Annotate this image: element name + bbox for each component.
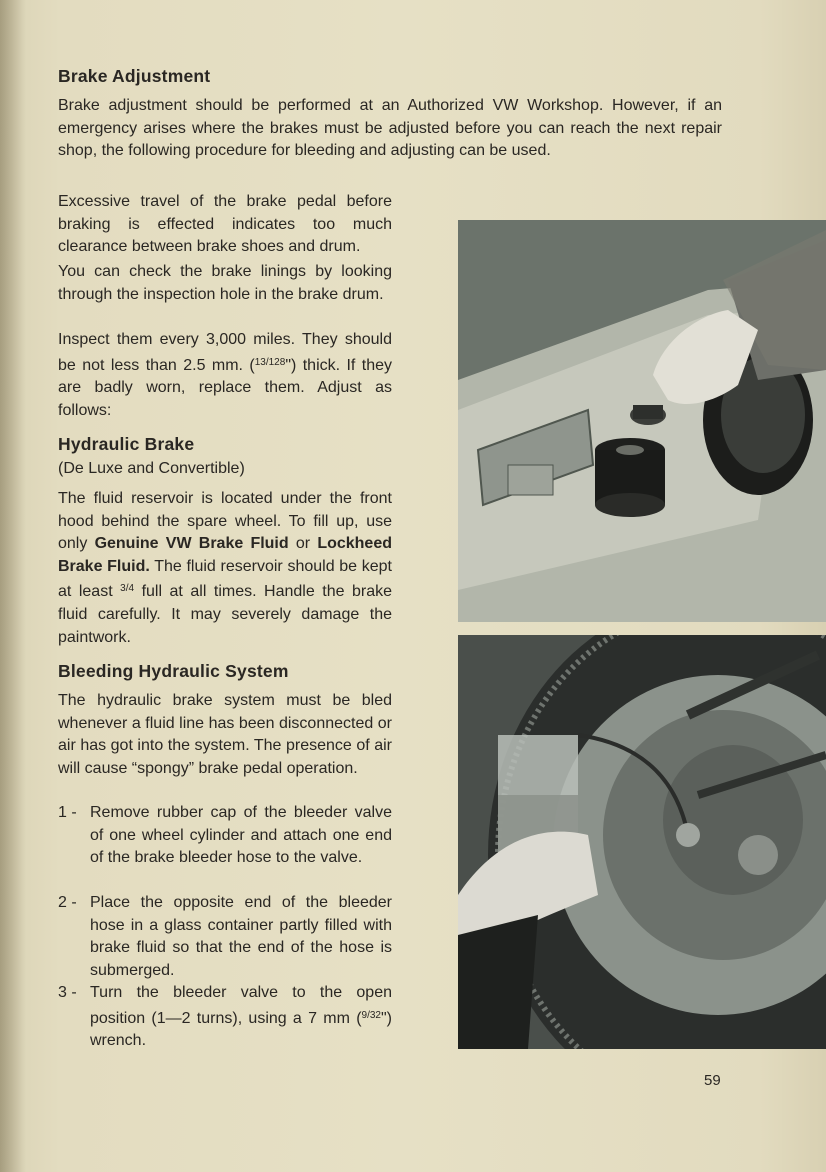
brake-adjustment-heading: Brake Adjustment: [58, 66, 211, 86]
fluid-reservoir-paragraph: The fluid reservoir is located under the front hood behind the spare wheel. To fill up, use only Genuine VW Brake Fluid or Lockheed Brake Fluid. The fluid reservoir should be kept at least $^{3/4}$ full at all times. Handle the brake fluid carefully. It may severely damage the paintwork.: [58, 490, 393, 646]
binding-shadow: [0, 0, 26, 1172]
genuine-vw-brake-fluid: Genuine VW Brake Fluid: [94, 535, 289, 553]
bleeding-system-heading: Bleeding Hydraulic System: [58, 661, 289, 681]
lining-check-paragraph: You can check the brake linings by looking through the inspection hole in the brake drum.: [58, 263, 392, 303]
fraction-3-4: 3/4: [120, 583, 135, 595]
pedal-travel-paragraph: Excessive travel of the brake pedal before braking is effected indicates too much clearance between brake shoes and drum.: [58, 193, 392, 256]
fraction-9-32: 9/32: [361, 1009, 381, 1021]
inspection-paragraph: Inspect them every 3,000 miles. They should be not less than 2.5 mm. ($^{13/128}$") thick. If they are badly worn, replace them. Adjust as follows:: [58, 331, 392, 419]
page-number: 59: [704, 1072, 721, 1089]
lockheed-brake-fluid: Lockheed Brake Fluid.: [58, 535, 392, 575]
step-1: 1 - Remove rubber cap of the bleeder valve of one wheel cylinder and attach one end of the brake bleeder hose to the valve.: [58, 804, 392, 867]
bleeding-brakes-photo: [458, 635, 826, 1049]
brake-adjustment-intro: Brake adjustment should be performed at an Authorized VW Workshop. However, if an emergency arises where the brakes must be adjusted before you can reach the next repair shop, the following procedure for bleeding and adjusting can be used.: [58, 97, 722, 160]
hydraulic-brake-subtitle: (De Luxe and Convertible): [58, 460, 245, 477]
step-2: 2 - Place the opposite end of the bleeder hose in a glass container partly filled with brake fluid so that the end of the hose is submerged.: [58, 894, 392, 979]
fraction-13-128: 13/128: [254, 356, 286, 368]
fluid-reservoir-photo: [458, 220, 826, 622]
hydraulic-brake-heading: Hydraulic Brake: [58, 434, 195, 454]
step-3: 3 - Turn the bleeder valve to the open position (1—2 turns), using a 7 mm ($^{9/32}$") wrench.: [58, 984, 392, 1050]
bleeding-intro: The hydraulic brake system must be bled whenever a fluid line has been disconnected or air has got into the system. The presence of air will cause “spongy” brake pedal operation.: [58, 692, 392, 777]
